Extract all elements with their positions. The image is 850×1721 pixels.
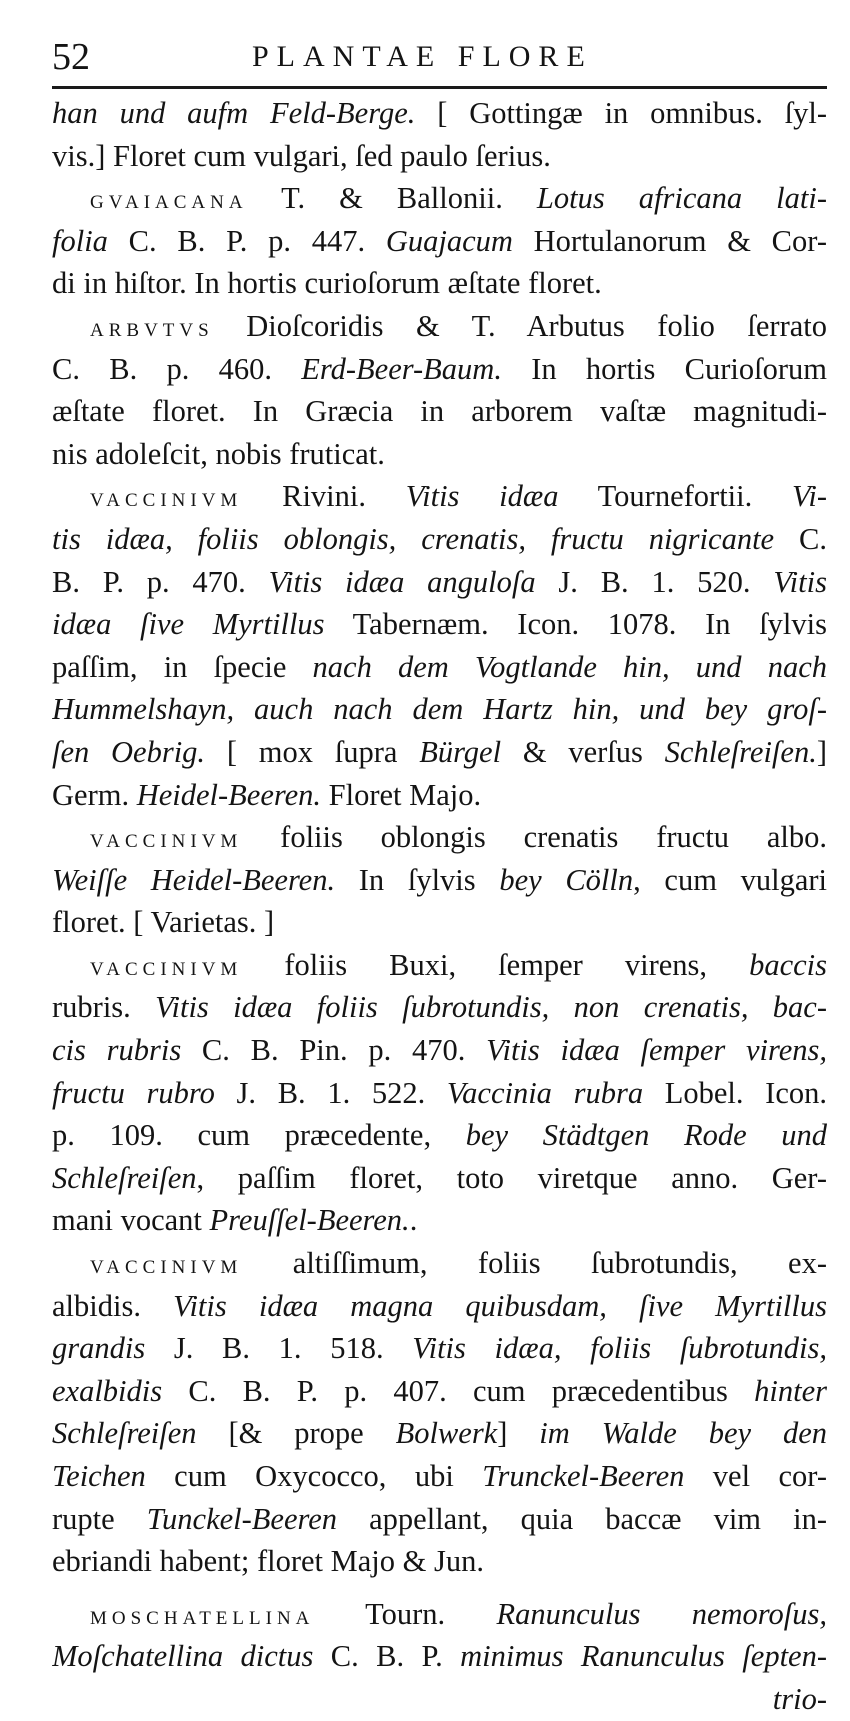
- roman-text: Rivini.: [242, 479, 406, 514]
- italic-text: Heidel-Beeren.: [136, 777, 322, 812]
- text-line: [52, 1072, 827, 1115]
- roman-text: C.: [774, 521, 827, 556]
- italic-text: Vi-: [792, 479, 827, 514]
- italic-text: minimus Ranunculus ſepten-: [460, 1639, 827, 1674]
- italic-text: cis rubris: [52, 1033, 182, 1068]
- roman-text: rupte: [52, 1501, 147, 1536]
- roman-text: T. & Ballonii.: [247, 181, 537, 216]
- roman-text: J. B. 1. 520.: [535, 564, 774, 599]
- page-header: [52, 28, 822, 84]
- text-line: [52, 1455, 827, 1498]
- roman-text: mani vocant: [52, 1203, 210, 1238]
- roman-text: foliis oblongis crenatis fructu albo.: [242, 820, 827, 855]
- roman-text: , paſſim floret, toto viretque anno. Ger-: [196, 1160, 827, 1195]
- italic-text: Vitis idæa foliis ſubrotundis, non crenatis, bac-: [155, 990, 827, 1025]
- text-line: [52, 390, 827, 433]
- genus-name: VACCINIVM: [90, 490, 243, 512]
- genus-name: VACCINIVM: [90, 1257, 243, 1279]
- roman-text: paſſim, in ſpecie: [52, 649, 313, 684]
- running-title: PLANTAE FLORE: [252, 40, 593, 73]
- italic-text: Trunckel-Beeren: [482, 1459, 685, 1493]
- italic-text: Lotus africana lati-: [536, 181, 827, 216]
- text-line: [52, 1593, 827, 1636]
- italic-text: im Walde bey den: [539, 1416, 827, 1451]
- italic-text: bey Cölln: [499, 862, 634, 897]
- italic-text: Hummelshayn, auch nach dem Hartz hin, und bey groſ-: [52, 692, 827, 727]
- roman-text: altiſſimum, foliis ſubrotundis, ex-: [242, 1246, 827, 1281]
- roman-text: B. P. p. 470.: [52, 564, 269, 599]
- roman-text: C. B. P. p. 447.: [107, 223, 386, 258]
- text-line: [52, 944, 827, 987]
- italic-text: bey Städtgen Rode und: [465, 1118, 827, 1153]
- italic-text: tis idæa, foliis oblongis, crenatis, fructu nigricante: [52, 521, 775, 556]
- genus-name: VACCINIVM: [90, 831, 243, 853]
- text-line: [52, 1285, 827, 1328]
- roman-text: di in hiſtor. In hortis curioſorum æſtate floret.: [52, 266, 602, 301]
- roman-text: Floret Majo.: [321, 777, 482, 812]
- roman-text: æſtate floret. In Græcia in arborem vaſtæ magnitudi-: [52, 394, 827, 429]
- genus-name: VACCINIVM: [90, 958, 243, 980]
- roman-text: C. B. Pin. p. 470.: [181, 1033, 487, 1068]
- roman-text: Tourn.: [314, 1596, 497, 1631]
- italic-text: fructu rubro: [52, 1075, 215, 1110]
- italic-text: exalbidis: [52, 1373, 163, 1408]
- text-line: [52, 92, 827, 135]
- roman-text: Hortulanorum & Cor-: [512, 223, 827, 258]
- roman-text: Lobel. Icon.: [643, 1075, 827, 1110]
- italic-text: Schleſreiſen: [52, 1416, 197, 1451]
- header-rule: [52, 86, 827, 89]
- text-line: [52, 1540, 827, 1583]
- roman-text: ebriandi habent; floret Majo & Jun.: [52, 1544, 484, 1579]
- roman-text: Tabernæm. Icon. 1078. In ſylvis: [324, 607, 827, 642]
- italic-text: Ranunculus nemoroſus,: [496, 1596, 827, 1631]
- roman-text: Dioſcoridis & T. Arbutus folio ſerrato: [213, 308, 827, 343]
- roman-text: In ſylvis: [335, 862, 500, 897]
- italic-text: nach dem Vogtlande hin, und nach: [312, 649, 827, 684]
- roman-text: vis.] Floret cum vulgari, ſed paulo ſerius.: [52, 138, 551, 173]
- text-line: [52, 603, 827, 646]
- italic-text: Schleſreiſen: [52, 1160, 197, 1195]
- italic-text: ſen Oebrig.: [52, 734, 206, 769]
- roman-text: foliis Buxi, ſemper virens,: [242, 947, 750, 982]
- italic-text: Weiſſe Heidel-Beeren.: [52, 862, 336, 897]
- italic-text: Preuſſel-Beeren.: [209, 1203, 410, 1238]
- text-line: [52, 1327, 827, 1370]
- roman-text: floret. [ Varietas. ]: [52, 905, 275, 940]
- italic-text: Teichen: [52, 1459, 146, 1493]
- italic-text: baccis: [749, 947, 827, 982]
- text-line: [52, 1678, 827, 1721]
- roman-text: vel cor-: [684, 1459, 827, 1493]
- roman-text: , cum vulgari: [633, 862, 827, 897]
- italic-text: idæa ſive Myrtillus: [52, 607, 325, 642]
- text-line: [52, 731, 827, 774]
- text-line: [52, 688, 827, 731]
- italic-text: Vitis idæa magna quibusdam, ſive Myrtillus: [173, 1288, 827, 1323]
- text-line: [52, 1157, 827, 1200]
- text-line: [52, 135, 827, 178]
- roman-text: Tournefortii.: [558, 479, 792, 514]
- roman-text: [ mox ſupra: [205, 734, 420, 769]
- text-line: [52, 220, 827, 263]
- text-line: [52, 986, 827, 1029]
- italic-text: hinter: [754, 1373, 827, 1408]
- text-line: [52, 561, 827, 604]
- roman-text: [& prope: [196, 1416, 396, 1451]
- roman-text: rubris.: [52, 990, 156, 1025]
- roman-text: J. B. 1. 522.: [214, 1075, 447, 1110]
- italic-text: Bürgel: [419, 734, 502, 769]
- text-line: [52, 1114, 827, 1157]
- text-line: [52, 177, 827, 220]
- genus-name: ARBVTVS: [90, 319, 214, 341]
- italic-text: Schleſreiſen.: [664, 734, 817, 769]
- text-line: [52, 305, 827, 348]
- italic-text: Vitis idæa ſemper virens,: [486, 1033, 827, 1068]
- italic-text: han und aufm Feld-Berge.: [52, 96, 416, 130]
- roman-text: albidis.: [52, 1288, 174, 1323]
- italic-text: Vitis idæa, foliis ſubrotundis,: [412, 1331, 827, 1366]
- text-line: [52, 1199, 827, 1242]
- page-body: [52, 92, 827, 1721]
- roman-text: cum Oxycocco, ubi: [145, 1459, 483, 1493]
- roman-text: C. B. P. p. 407. cum præcedentibus: [162, 1373, 755, 1408]
- text-line: [52, 518, 827, 561]
- italic-text: folia: [52, 223, 108, 258]
- roman-text: & verſus: [501, 734, 665, 769]
- italic-text: Moſchatellina dictus: [52, 1639, 314, 1674]
- roman-text: nis adoleſcit, nobis fruticat.: [52, 436, 385, 471]
- roman-text: [ Gottingæ in omnibus. ſyl-: [415, 96, 827, 130]
- text-line: [52, 816, 827, 859]
- italic-text: grandis: [52, 1331, 146, 1366]
- text-line: [52, 1029, 827, 1072]
- italic-text: Vitis: [773, 564, 827, 599]
- text-line: [52, 475, 827, 518]
- text-line: [52, 348, 827, 391]
- italic-text: Bolwerk: [395, 1416, 498, 1451]
- genus-name: GVAIACANA: [90, 192, 248, 214]
- roman-text: ]: [497, 1416, 540, 1451]
- text-line: [52, 433, 827, 476]
- italic-text: Vitis idæa: [405, 479, 559, 514]
- text-line: [52, 1242, 827, 1285]
- italic-text: Guajacum: [385, 223, 513, 258]
- text-line: [52, 646, 827, 689]
- roman-text: appellant, quia baccæ vim in-: [337, 1501, 827, 1536]
- text-line: [52, 1370, 827, 1413]
- roman-text: In hortis Curioſorum: [501, 351, 827, 386]
- italic-text: Erd-Beer-Baum.: [301, 351, 502, 386]
- page-number: 52: [52, 36, 90, 78]
- italic-text: trio-: [772, 1681, 827, 1716]
- roman-text: .: [409, 1203, 418, 1238]
- text-line: [52, 1498, 827, 1541]
- text-line: [52, 1412, 827, 1455]
- genus-name: MOSCHATELLINA: [90, 1607, 315, 1629]
- roman-text: p. 109. cum præcedente,: [52, 1118, 466, 1153]
- text-line: [52, 774, 827, 817]
- roman-text: ]: [816, 734, 827, 769]
- text-line: [52, 859, 827, 902]
- italic-text: Tunckel-Beeren: [146, 1501, 338, 1536]
- roman-text: C. B. P.: [313, 1639, 461, 1674]
- italic-text: Vitis idæa anguloſa: [268, 564, 536, 599]
- roman-text: Germ.: [52, 777, 137, 812]
- italic-text: Vaccinia rubra: [446, 1075, 644, 1110]
- text-line: [52, 901, 827, 944]
- roman-text: C. B. p. 460.: [52, 351, 302, 386]
- text-line: [52, 262, 827, 305]
- roman-text: J. B. 1. 518.: [145, 1331, 413, 1366]
